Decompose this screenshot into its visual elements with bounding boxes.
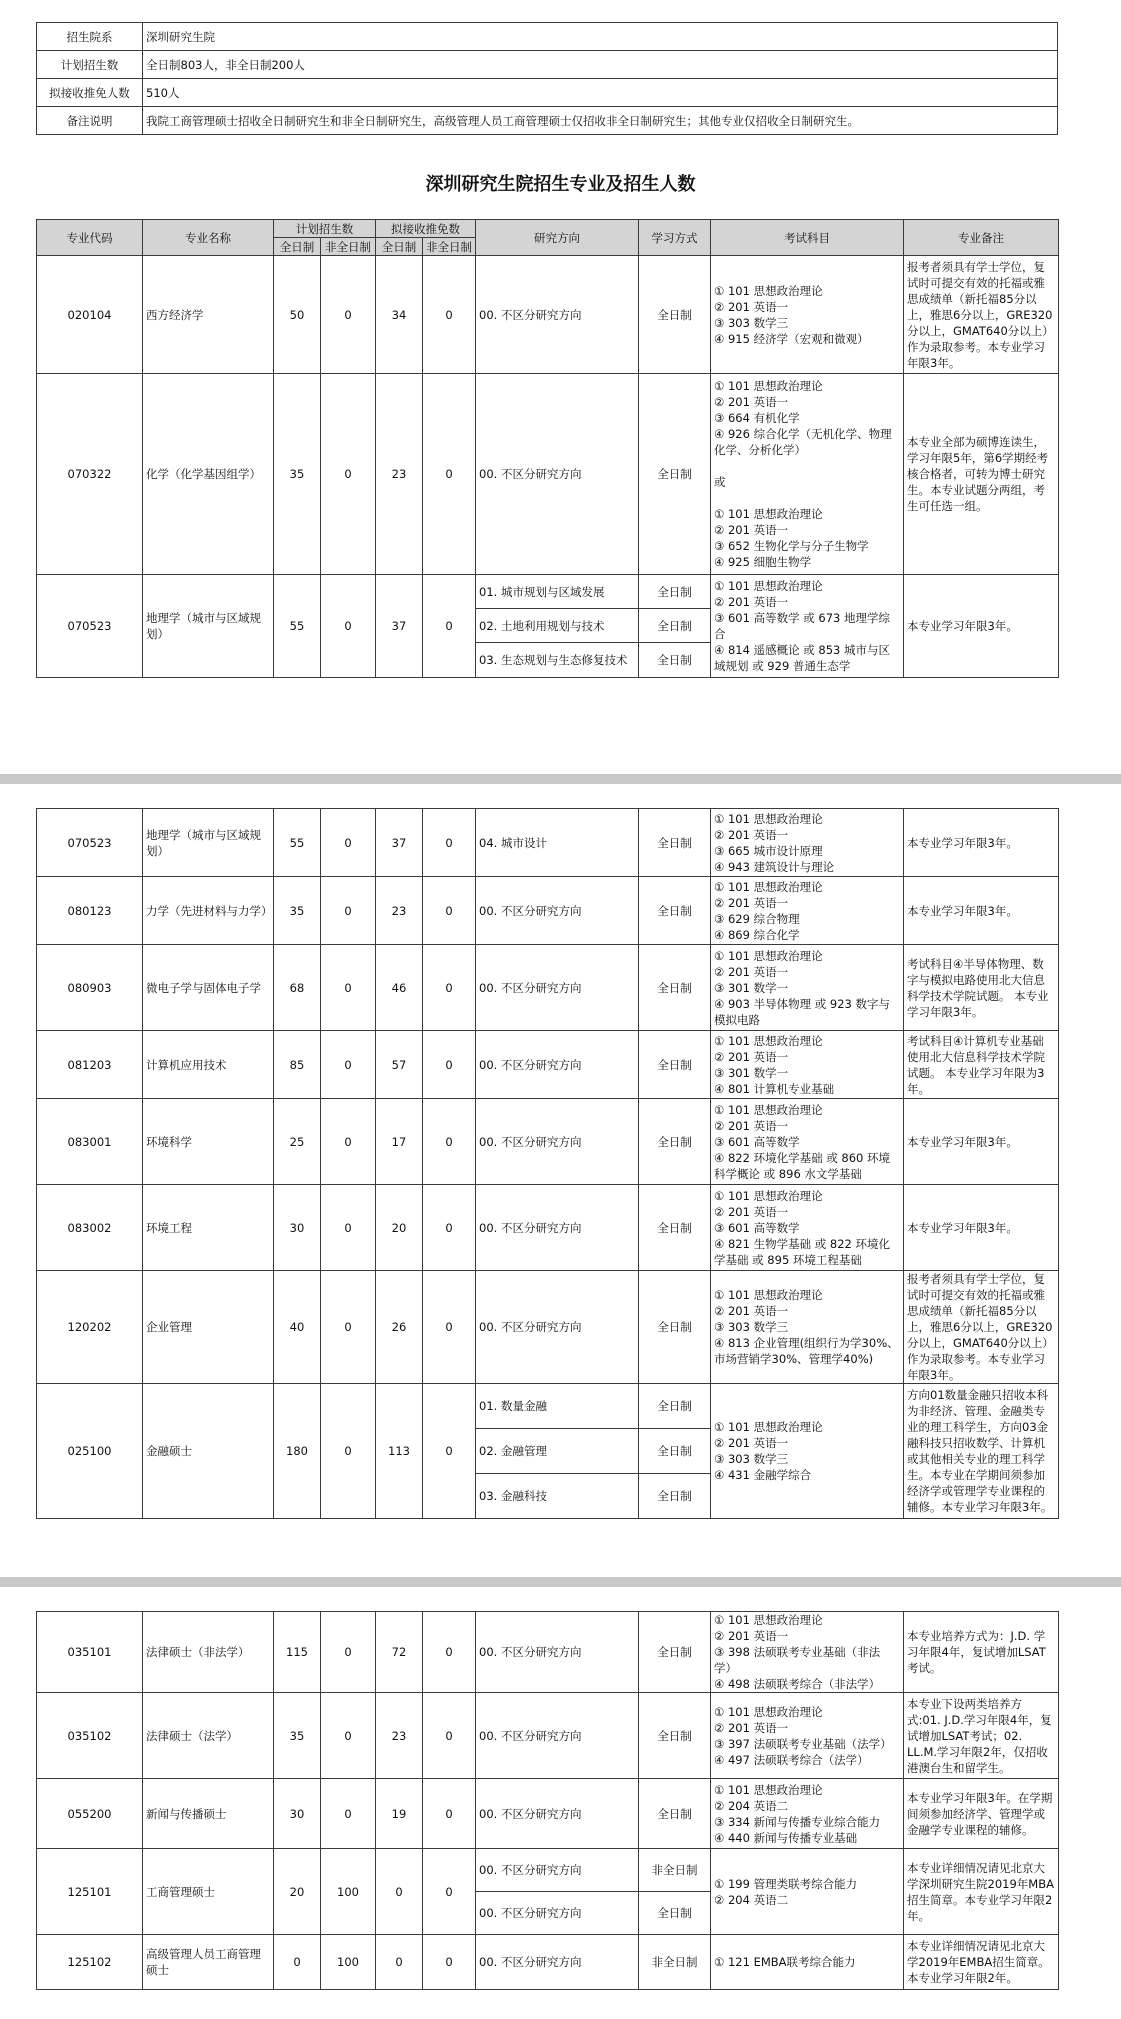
major-name: 法律硕士（法学） — [143, 1693, 274, 1779]
exam-subjects — [711, 1271, 904, 1384]
study-mode: 全日制 — [639, 256, 711, 374]
major-code: 083001 — [37, 1099, 143, 1185]
major-name: 新闻与传播硕士 — [143, 1779, 274, 1849]
plan-part-count: 0 — [321, 1779, 376, 1849]
research-direction: 02. 金融管理 — [476, 1429, 639, 1474]
research-direction: 00. 不区分研究方向 — [476, 1693, 639, 1779]
study-mode: 全日制 — [639, 1185, 711, 1271]
major-note-text: 本专业全部为硕博连读生，学习年限5年，第6学期经考核合格者，可转为博士研究生。本专业试题分两组，考生可任选一组。 — [907, 435, 1049, 513]
major-code: 055200 — [37, 1779, 143, 1849]
major-note — [904, 575, 1059, 678]
plan-part-count: 0 — [321, 809, 376, 877]
table-row — [37, 1612, 1059, 1693]
study-mode: 全日制 — [639, 809, 711, 877]
exam-subjects-text: ① 101 思想政治理论 ② 201 英语一 ③ 664 有机化学 ④ 926 综合化学（无机化学、物理化学、分析化学） 或 ① 101 思想政治理论 ② 201 英语一 ③ 652 生物化学与分子生物学 ④ 925 细胞生物学 — [714, 379, 892, 569]
major-name: 地理学（城市与区域规划） — [143, 575, 274, 678]
major-note — [904, 1849, 1059, 1935]
plan-full-count: 35 — [274, 877, 321, 945]
plan-part-count: 0 — [321, 877, 376, 945]
recommend-full-count: 17 — [376, 1099, 423, 1185]
recommend-full-count: 113 — [376, 1384, 423, 1519]
study-mode: 全日制 — [639, 1892, 711, 1935]
exam-subjects-text: ① 101 思想政治理论 ② 201 英语一 ③ 398 法硕联考专业基础（非法学） ④ 498 法硕联考综合（非法学） — [714, 1613, 881, 1691]
recommend-full-count: 23 — [376, 374, 423, 575]
research-direction: 00. 不区分研究方向 — [476, 1271, 639, 1384]
plan-part-count: 100 — [321, 1935, 376, 1990]
plan-full-count: 85 — [274, 1031, 321, 1099]
recommend-part-count: 0 — [423, 1612, 476, 1693]
table-row — [37, 1099, 1059, 1185]
header-rec-part: 非全日制 — [423, 238, 476, 256]
exam-subjects — [711, 1384, 904, 1519]
plan-full-count: 20 — [274, 1849, 321, 1935]
recommend-full-count: 37 — [376, 809, 423, 877]
recommend-part-count: 0 — [423, 1849, 476, 1935]
plan-part-count: 0 — [321, 575, 376, 678]
major-note-text: 本专业学习年限3年。 — [907, 903, 1018, 918]
table-row — [37, 1779, 1059, 1849]
major-code: 070322 — [37, 374, 143, 575]
section-title: 深圳研究生院招生专业及招生人数 — [425, 174, 696, 195]
exam-subjects-text: ① 121 EMBA联考综合能力 — [714, 1955, 856, 1969]
major-code: 081203 — [37, 1031, 143, 1099]
major-note-text: 本专业下设两类培养方式:01. J.D.学习年限4年，复试增加LSAT考试；02. LL.M.学习年限2年，仅招收港澳台生和留学生。 — [907, 1696, 1052, 1775]
major-code: 083002 — [37, 1185, 143, 1271]
plan-part-count: 0 — [321, 945, 376, 1031]
recommend-full-count: 0 — [376, 1935, 423, 1990]
plan-full-count: 35 — [274, 374, 321, 575]
study-mode: 全日制 — [639, 1693, 711, 1779]
major-code: 035101 — [37, 1612, 143, 1693]
study-mode: 非全日制 — [639, 1935, 711, 1990]
major-note — [904, 1031, 1059, 1099]
exam-subjects — [711, 1612, 904, 1693]
recommend-full-count: 20 — [376, 1185, 423, 1271]
recommend-full-count: 23 — [376, 1693, 423, 1779]
recommend-full-count: 46 — [376, 945, 423, 1031]
table-row — [37, 1031, 1059, 1099]
table-row — [37, 809, 1059, 877]
header-code: 专业代码 — [37, 220, 143, 256]
plan-part-count: 0 — [321, 1612, 376, 1693]
major-name: 工商管理硕士 — [143, 1849, 274, 1935]
research-direction: 00. 不区分研究方向 — [476, 1779, 639, 1849]
major-note — [904, 374, 1059, 575]
study-mode: 全日制 — [639, 1474, 711, 1519]
recommend-part-count: 0 — [423, 1031, 476, 1099]
major-note — [904, 256, 1059, 374]
plan-full-count: 55 — [274, 575, 321, 678]
research-direction: 03. 金融科技 — [476, 1474, 639, 1519]
major-code: 120202 — [37, 1271, 143, 1384]
table-row — [37, 1185, 1059, 1271]
plan-part-count: 0 — [321, 1384, 376, 1519]
recommend-part-count: 0 — [423, 1693, 476, 1779]
recommend-part-count: 0 — [423, 374, 476, 575]
table-row — [37, 1384, 1059, 1429]
header-row — [37, 220, 1059, 238]
major-note — [904, 1693, 1059, 1779]
exam-subjects — [711, 945, 904, 1031]
major-note-text: 本专业学习年限3年。 — [907, 1134, 1018, 1149]
major-name: 化学（化学基因组学） — [143, 374, 274, 575]
exam-subjects-text: ① 101 思想政治理论 ② 201 英语一 ③ 601 高等数学 或 673 地理学综合 ④ 814 遥感概论 或 853 城市与区域规划 或 929 普通生态学 — [714, 579, 890, 673]
plan-full-count: 55 — [274, 809, 321, 877]
recommend-full-count: 19 — [376, 1779, 423, 1849]
major-note-text: 报考者须具有学士学位，复试时可提交有效的托福或雅思成绩单（新托福85分以上，雅思6分以上，GRE320分以上，GMAT640分以上）作为录取参考。本专业学习年限3年。 — [907, 1272, 1054, 1382]
exam-subjects-text: ① 101 思想政治理论 ② 201 英语一 ③ 601 高等数学 ④ 821 生物学基础 或 822 环境化学基础 或 895 环境工程基础 — [714, 1188, 890, 1267]
plan-part-count: 0 — [321, 256, 376, 374]
major-code: 080123 — [37, 877, 143, 945]
research-direction: 00. 不区分研究方向 — [476, 1099, 639, 1185]
major-note-text: 本专业学习年限3年。 — [907, 1220, 1018, 1235]
study-mode: 全日制 — [639, 1099, 711, 1185]
recommend-full-count: 57 — [376, 1031, 423, 1099]
research-direction: 03. 生态规划与生态修复技术 — [476, 643, 639, 678]
exam-subjects — [711, 374, 904, 575]
exam-subjects-text: ① 101 思想政治理论 ② 204 英语二 ③ 334 新闻与传播专业综合能力 ④ 440 新闻与传播专业基础 — [714, 1782, 881, 1845]
page-separator — [0, 774, 1121, 784]
plan-full-count: 50 — [274, 256, 321, 374]
plan-full-count: 35 — [274, 1693, 321, 1779]
exam-subjects — [711, 1031, 904, 1099]
research-direction: 00. 不区分研究方向 — [476, 1031, 639, 1099]
info-value: 510人 — [143, 79, 1058, 107]
major-code: 025100 — [37, 1384, 143, 1519]
exam-subjects — [711, 1185, 904, 1271]
info-row — [37, 107, 1058, 135]
plan-full-count: 68 — [274, 945, 321, 1031]
header-subjects: 考试科目 — [711, 220, 904, 256]
major-name: 金融硕士 — [143, 1384, 274, 1519]
major-note-text: 本专业学习年限3年。在学期间须参加经济学、管理学或金融学专业课程的辅修。 — [907, 1790, 1053, 1837]
study-mode: 全日制 — [639, 374, 711, 575]
info-table — [36, 22, 1058, 135]
study-mode: 全日制 — [639, 1031, 711, 1099]
exam-subjects — [711, 877, 904, 945]
info-key: 招生院系 — [37, 23, 143, 51]
major-note-text: 考试科目④计算机专业基础使用北大信息科学技术学院试题。 本专业学习年限为3年。 — [907, 1033, 1045, 1096]
recommend-part-count: 0 — [423, 1935, 476, 1990]
study-mode: 全日制 — [639, 1271, 711, 1384]
header-mode: 学习方式 — [639, 220, 711, 256]
recommend-part-count: 0 — [423, 945, 476, 1031]
major-note — [904, 1779, 1059, 1849]
major-code: 020104 — [37, 256, 143, 374]
research-direction: 00. 不区分研究方向 — [476, 1185, 639, 1271]
major-note — [904, 1271, 1059, 1384]
table-row — [37, 1271, 1059, 1384]
exam-subjects-text: ① 101 思想政治理论 ② 201 英语一 ③ 397 法硕联考专业基础（法学） ④ 497 法硕联考综合（法学） — [714, 1704, 892, 1767]
exam-subjects — [711, 256, 904, 374]
info-row — [37, 51, 1058, 79]
recommend-part-count: 0 — [423, 575, 476, 678]
research-direction: 00. 不区分研究方向 — [476, 1935, 639, 1990]
research-direction: 00. 不区分研究方向 — [476, 1849, 639, 1892]
research-direction: 02. 土地利用规划与技术 — [476, 609, 639, 643]
major-code: 070523 — [37, 809, 143, 877]
research-direction: 00. 不区分研究方向 — [476, 374, 639, 575]
study-mode: 全日制 — [639, 643, 711, 678]
recommend-part-count: 0 — [423, 877, 476, 945]
research-direction: 00. 不区分研究方向 — [476, 945, 639, 1031]
header-direction: 研究方向 — [476, 220, 639, 256]
plan-full-count: 30 — [274, 1185, 321, 1271]
major-note-text: 本专业详细情况请见北京大学2019年EMBA招生简章。本专业学习年限2年。 — [907, 1939, 1050, 1985]
major-note-text: 本专业学习年限3年。 — [907, 835, 1018, 850]
exam-subjects-text: ① 199 管理类联考综合能力 ② 204 英语二 — [714, 1876, 858, 1907]
major-code: 125102 — [37, 1935, 143, 1990]
majors-table-page-2 — [36, 808, 1059, 1519]
major-name: 西方经济学 — [143, 256, 274, 374]
info-value: 深圳研究生院 — [143, 23, 1058, 51]
major-name: 微电子学与固体电子学 — [143, 945, 274, 1031]
exam-subjects-text: ① 101 思想政治理论 ② 201 英语一 ③ 303 数学三 ④ 813 企业管理(组织行为学30%、市场营销学30%、管理学40%) — [714, 1288, 899, 1366]
info-key: 备注说明 — [37, 107, 143, 135]
study-mode: 全日制 — [639, 945, 711, 1031]
table-row — [37, 1693, 1059, 1779]
recommend-part-count: 0 — [423, 1271, 476, 1384]
research-direction: 04. 城市设计 — [476, 809, 639, 877]
recommend-full-count: 23 — [376, 877, 423, 945]
exam-subjects — [711, 1693, 904, 1779]
recommend-part-count: 0 — [423, 809, 476, 877]
recommend-part-count: 0 — [423, 1185, 476, 1271]
major-name: 企业管理 — [143, 1271, 274, 1384]
table-row — [37, 575, 1059, 609]
exam-subjects-text: ① 101 思想政治理论 ② 201 英语一 ③ 665 城市设计原理 ④ 943 建筑设计与理论 — [714, 811, 835, 874]
info-row — [37, 23, 1058, 51]
plan-part-count: 0 — [321, 1031, 376, 1099]
study-mode: 全日制 — [639, 1429, 711, 1474]
recommend-full-count: 0 — [376, 1849, 423, 1935]
plan-part-count: 0 — [321, 1271, 376, 1384]
header-plan: 计划招生数 — [274, 220, 376, 238]
major-name: 环境科学 — [143, 1099, 274, 1185]
major-code: 125101 — [37, 1849, 143, 1935]
plan-part-count: 0 — [321, 1693, 376, 1779]
study-mode: 全日制 — [639, 609, 711, 643]
header-recommend: 拟接收推免数 — [376, 220, 476, 238]
major-code: 070523 — [37, 575, 143, 678]
table-row — [37, 877, 1059, 945]
plan-full-count: 115 — [274, 1612, 321, 1693]
majors-table-page-1 — [36, 219, 1059, 678]
major-note-text: 本专业详细情况请见北京大学深圳研究生院2019年MBA招生简章。本专业学习年限2年。 — [907, 1860, 1054, 1923]
major-name: 计算机应用技术 — [143, 1031, 274, 1099]
table-row — [37, 1935, 1059, 1990]
header-note: 专业备注 — [904, 220, 1059, 256]
major-note — [904, 809, 1059, 877]
table-row — [37, 374, 1059, 575]
major-note-text: 本专业学习年限3年。 — [907, 619, 1018, 633]
major-name: 高级管理人员工商管理硕士 — [143, 1935, 274, 1990]
majors-table-page-3 — [36, 1611, 1059, 1990]
recommend-full-count: 26 — [376, 1271, 423, 1384]
plan-full-count: 0 — [274, 1935, 321, 1990]
info-key: 计划招生数 — [37, 51, 143, 79]
major-name: 地理学（城市与区域规划） — [143, 809, 274, 877]
table-row — [37, 256, 1059, 374]
major-code: 035102 — [37, 1693, 143, 1779]
recommend-full-count: 37 — [376, 575, 423, 678]
major-note-text: 本专业培养方式为：J.D. 学习年限4年，复试增加LSAT考试。 — [907, 1629, 1046, 1675]
study-mode: 全日制 — [639, 1612, 711, 1693]
major-note — [904, 1185, 1059, 1271]
major-note-text: 考试科目④半导体物理、数字与模拟电路使用北大信息科学技术学院试题。 本专业学习年限3年。 — [907, 956, 1049, 1019]
research-direction: 00. 不区分研究方向 — [476, 256, 639, 374]
major-note — [904, 1612, 1059, 1693]
major-name: 环境工程 — [143, 1185, 274, 1271]
info-row — [37, 79, 1058, 107]
exam-subjects-text: ① 101 思想政治理论 ② 201 英语一 ③ 601 高等数学 ④ 822 环境化学基础 或 860 环境科学概论 或 896 水文学基础 — [714, 1102, 890, 1181]
research-direction: 01. 城市规划与区域发展 — [476, 575, 639, 609]
table-row — [37, 945, 1059, 1031]
exam-subjects — [711, 809, 904, 877]
plan-part-count: 0 — [321, 1099, 376, 1185]
major-name: 法律硕士（非法学） — [143, 1612, 274, 1693]
info-key: 拟接收推免人数 — [37, 79, 143, 107]
research-direction: 00. 不区分研究方向 — [476, 877, 639, 945]
study-mode: 全日制 — [639, 575, 711, 609]
recommend-part-count: 0 — [423, 1384, 476, 1519]
exam-subjects — [711, 1099, 904, 1185]
major-note — [904, 1935, 1059, 1990]
exam-subjects-text: ① 101 思想政治理论 ② 201 英语一 ③ 301 数学一 ④ 801 计算机专业基础 — [714, 1033, 835, 1096]
table-row — [37, 1849, 1059, 1892]
recommend-full-count: 34 — [376, 256, 423, 374]
header-plan-part: 非全日制 — [321, 238, 376, 256]
major-note — [904, 1099, 1059, 1185]
exam-subjects-text: ① 101 思想政治理论 ② 201 英语一 ③ 629 综合物理 ④ 869 综合化学 — [714, 879, 823, 942]
research-direction: 00. 不区分研究方向 — [476, 1892, 639, 1935]
major-name: 力学（先进材料与力学） — [143, 877, 274, 945]
recommend-full-count: 72 — [376, 1612, 423, 1693]
plan-part-count: 0 — [321, 374, 376, 575]
header-plan-full: 全日制 — [274, 238, 321, 256]
plan-full-count: 40 — [274, 1271, 321, 1384]
exam-subjects — [711, 1935, 904, 1990]
major-code: 080903 — [37, 945, 143, 1031]
plan-part-count: 100 — [321, 1849, 376, 1935]
exam-subjects-text: ① 101 思想政治理论 ② 201 英语一 ③ 303 数学三 ④ 431 金融学综合 — [714, 1420, 823, 1482]
research-direction: 00. 不区分研究方向 — [476, 1612, 639, 1693]
recommend-part-count: 0 — [423, 256, 476, 374]
info-value: 我院工商管理硕士招收全日制研究生和非全日制研究生，高级管理人员工商管理硕士仅招收非全日制研究生；其他专业仅招收全日制研究生。 — [143, 107, 1058, 135]
plan-part-count: 0 — [321, 1185, 376, 1271]
major-note — [904, 945, 1059, 1031]
plan-full-count: 25 — [274, 1099, 321, 1185]
study-mode: 全日制 — [639, 1384, 711, 1429]
recommend-part-count: 0 — [423, 1779, 476, 1849]
major-note-text: 方向01数量金融只招收本科为非经济、管理、金融类专业的理工科学生，方向03金融科技只招收数学、计算机或其他相关专业的理工科学生。本专业在学期间须参加经济学或管理学专业课程的辅修。本专业学习年限3年。 — [907, 1388, 1053, 1514]
exam-subjects — [711, 575, 904, 678]
header-rec-full: 全日制 — [376, 238, 423, 256]
header-name: 专业名称 — [143, 220, 274, 256]
study-mode: 全日制 — [639, 877, 711, 945]
exam-subjects — [711, 1779, 904, 1849]
major-note — [904, 1384, 1059, 1519]
study-mode: 非全日制 — [639, 1849, 711, 1892]
recommend-part-count: 0 — [423, 1099, 476, 1185]
info-value: 全日制803人，非全日制200人 — [143, 51, 1058, 79]
plan-full-count: 30 — [274, 1779, 321, 1849]
page-separator — [0, 1577, 1121, 1587]
major-note — [904, 877, 1059, 945]
exam-subjects-text: ① 101 思想政治理论 ② 201 英语一 ③ 301 数学一 ④ 903 半导体物理 或 923 数字与模拟电路 — [714, 948, 890, 1027]
exam-subjects — [711, 1849, 904, 1935]
research-direction: 01. 数量金融 — [476, 1384, 639, 1429]
exam-subjects-text: ① 101 思想政治理论 ② 201 英语一 ③ 303 数学三 ④ 915 经济学（宏观和微观） — [714, 283, 869, 346]
plan-full-count: 180 — [274, 1384, 321, 1519]
major-note-text: 报考者须具有学士学位，复试时可提交有效的托福或雅思成绩单（新托福85分以上，雅思6分以上，GRE320分以上，GMAT640分以上）作为录取参考。本专业学习年限3年。 — [907, 259, 1054, 370]
study-mode: 全日制 — [639, 1779, 711, 1849]
